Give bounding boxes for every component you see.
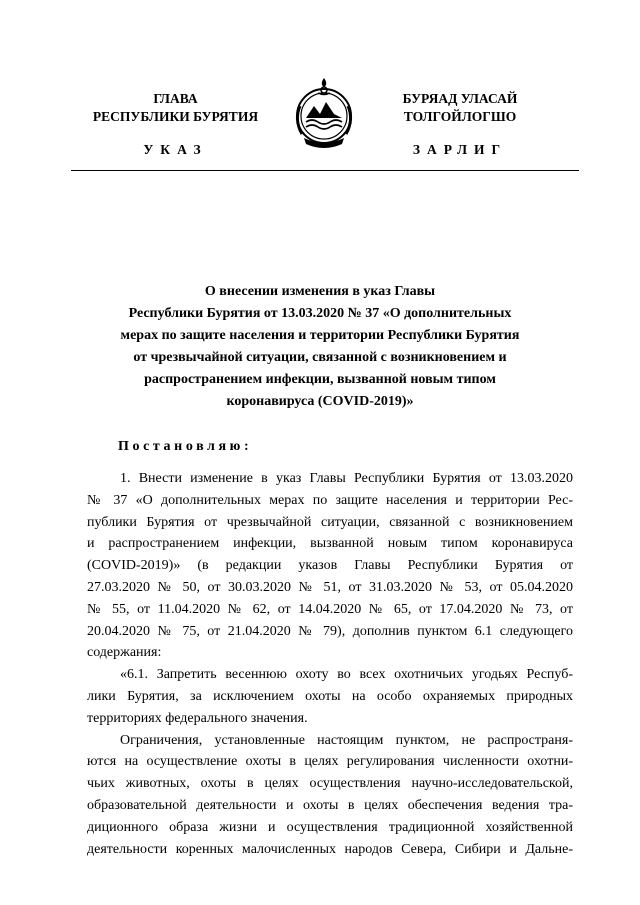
document-body (87, 468, 573, 860)
body-line: образовательной деятельности и охоты в целях обеспечения ведения тра- (87, 797, 573, 813)
title-line: Республики Бурятия от 13.03.2020 № 37 «О дополнительных (128, 306, 512, 321)
body-line: территориях федерального значения. (87, 710, 308, 726)
body-line: 1. Внести изменение в указ Главы Республики Бурятия от 13.03.2020 (120, 471, 573, 486)
header-right-line2: ТОЛГОЙЛОГШО (403, 109, 517, 124)
decree-label-russian: УКАЗ (143, 142, 208, 157)
body-line: Ограничения, установленные настоящим пунктом, не распространя- (120, 732, 573, 748)
body-line: лики Бурятия, за исключением охоты на особо охраняемых природных (87, 688, 573, 704)
decree-label-buryat: ЗАРЛИГ (412, 142, 508, 157)
body-line: «6.1. Запретить весеннюю охоту во всех охотничьих угодьях Респуб- (120, 667, 573, 683)
decree-word: Постановляю: (118, 439, 253, 454)
body-line: публики Бурятия от чрезвычайной ситуации, связанной с возникновением (87, 514, 573, 530)
body-line: содержания: (87, 645, 162, 661)
title-line: распространением инфекции, вызванной новым типом (144, 372, 496, 387)
body-line: № 37 «О дополнительных мерах по защите населения и территории Рес- (87, 492, 573, 508)
coat-of-arms-icon (292, 76, 356, 152)
body-line: диционного образа жизни и осуществления традиционной хозяйственной (87, 819, 573, 835)
title-line: мерах по защите населения и территории Республики Бурятия (120, 328, 520, 343)
body-line: и распространением инфекции, вызванной новым типом коронавируса (87, 536, 573, 552)
header-left-line1: ГЛАВА (153, 91, 198, 106)
body-line: 20.04.2020 № 75, от 21.04.2020 № 79), дополнив пунктом 6.1 следующего (87, 623, 573, 639)
header-right (360, 90, 560, 126)
body-line: № 55, от 11.04.2020 № 62, от 14.04.2020 № 65, от 17.04.2020 № 73, от (87, 601, 573, 617)
title-line: коронавируса (COVID-2019)» (226, 394, 414, 409)
body-line: 27.03.2020 № 50, от 30.03.2020 № 51, от 31.03.2020 № 53, от 05.04.2020 (87, 579, 573, 595)
body-line: (COVID-2019)» (в редакции указов Главы Республики Бурятия от (87, 558, 573, 574)
body-line: ются на осуществление охоты в целях регулирования численности охотни- (87, 754, 573, 770)
header-right-line1: БУРЯАД УЛАСАЙ (402, 91, 518, 106)
body-line: чьих животных, охоты в целях осуществления научно-исследовательской, (87, 776, 573, 792)
title-line: О внесении изменения в указ Главы (204, 284, 436, 299)
document-title (90, 281, 550, 413)
header-left (78, 90, 273, 126)
title-line: от чрезвычайной ситуации, связанной с возникновением и (133, 350, 507, 365)
header-left-line2: РЕСПУБЛИКИ БУРЯТИЯ (92, 109, 259, 124)
body-line: деятельности коренных малочисленных народов Севера, Сибири и Дальне- (87, 841, 573, 857)
header-divider (71, 170, 579, 171)
